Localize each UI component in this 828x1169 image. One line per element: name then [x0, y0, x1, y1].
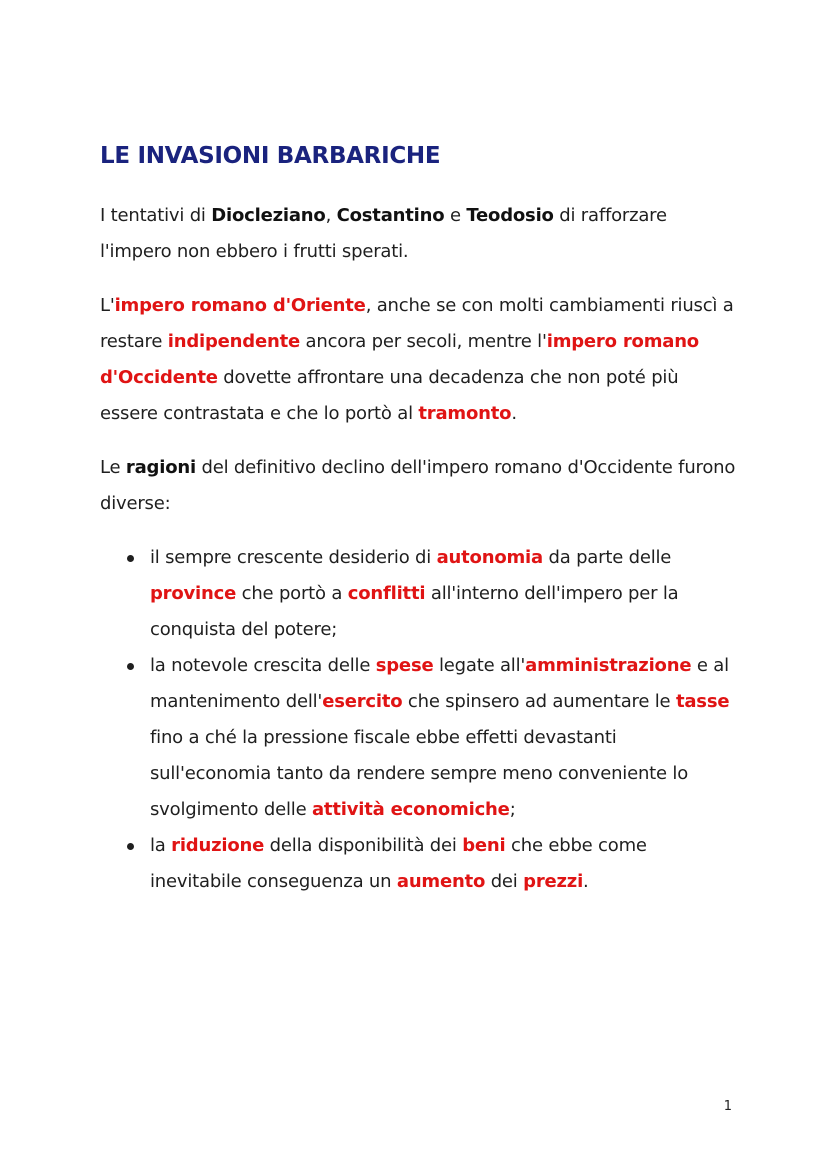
document-content — [100, 138, 740, 900]
page-number: 1 — [723, 1099, 732, 1114]
highlight-term: riduzione — [171, 835, 265, 856]
highlight-term: indipendente — [167, 331, 301, 352]
paragraph-intro: I tentativi di Diocleziano, Costantino e Teodosio di rafforzare l'impero non ebbero i frutti sperati. — [100, 205, 667, 262]
page-title: LE INVASIONI BARBARICHE — [100, 143, 441, 169]
paragraph-empires: L'impero romano d'Oriente, anche se con molti cambiamenti riuscì a restare indipendente ancora per secoli, mentre l'impero romano d'Occidente dovette affrontare una decadenza che non poté più essere contrastata e che lo portò al tramonto. — [100, 295, 734, 424]
highlight-term: amministrazione — [525, 655, 692, 676]
bullet-icon — [127, 843, 134, 850]
list-item: la notevole crescita delle spese legate all'amministrazione e al mantenimento dell'esercito che spinsero ad aumentare le tasse fino a ché la pressione fiscale ebbe effetti devastanti sull'economia tanto da rendere sempre meno conveniente lo svolgimento delle attività economiche; — [100, 648, 740, 828]
bold-term-costantino: Costantino — [336, 205, 445, 226]
highlight-term: tasse — [675, 691, 730, 712]
highlight-term: aumento — [396, 871, 486, 892]
bullet-icon — [127, 663, 134, 670]
highlight-term: conflitti — [347, 583, 426, 604]
highlight-term: attività economiche — [311, 799, 510, 820]
bold-term-ragioni: ragioni — [125, 457, 196, 478]
highlight-term: prezzi — [523, 871, 584, 892]
highlight-term: province — [150, 583, 237, 604]
bullet-icon — [127, 555, 134, 562]
list-item: la riduzione della disponibilità dei beni che ebbe come inevitabile conseguenza un aumento dei prezzi. — [100, 828, 740, 900]
list-item: il sempre crescente desiderio di autonomia da parte delle province che portò a conflitti all'interno dell'impero per la conquista del potere; — [100, 540, 740, 648]
highlight-term: beni — [462, 835, 506, 856]
highlight-term: esercito — [322, 691, 403, 712]
paragraph-reasons: Le ragioni del definitivo declino dell'impero romano d'Occidente furono diverse: — [100, 457, 736, 514]
highlight-term: impero romano d'Occidente — [100, 331, 699, 388]
bold-term-diocleziano: Diocleziano — [211, 205, 326, 226]
reasons-list — [100, 540, 740, 900]
highlight-term: spese — [375, 655, 434, 676]
bold-term-teodosio: Teodosio — [466, 205, 554, 226]
highlight-term: tramonto — [418, 403, 512, 424]
highlight-term: autonomia — [436, 547, 543, 568]
highlight-term: impero romano d'Oriente — [114, 295, 366, 316]
